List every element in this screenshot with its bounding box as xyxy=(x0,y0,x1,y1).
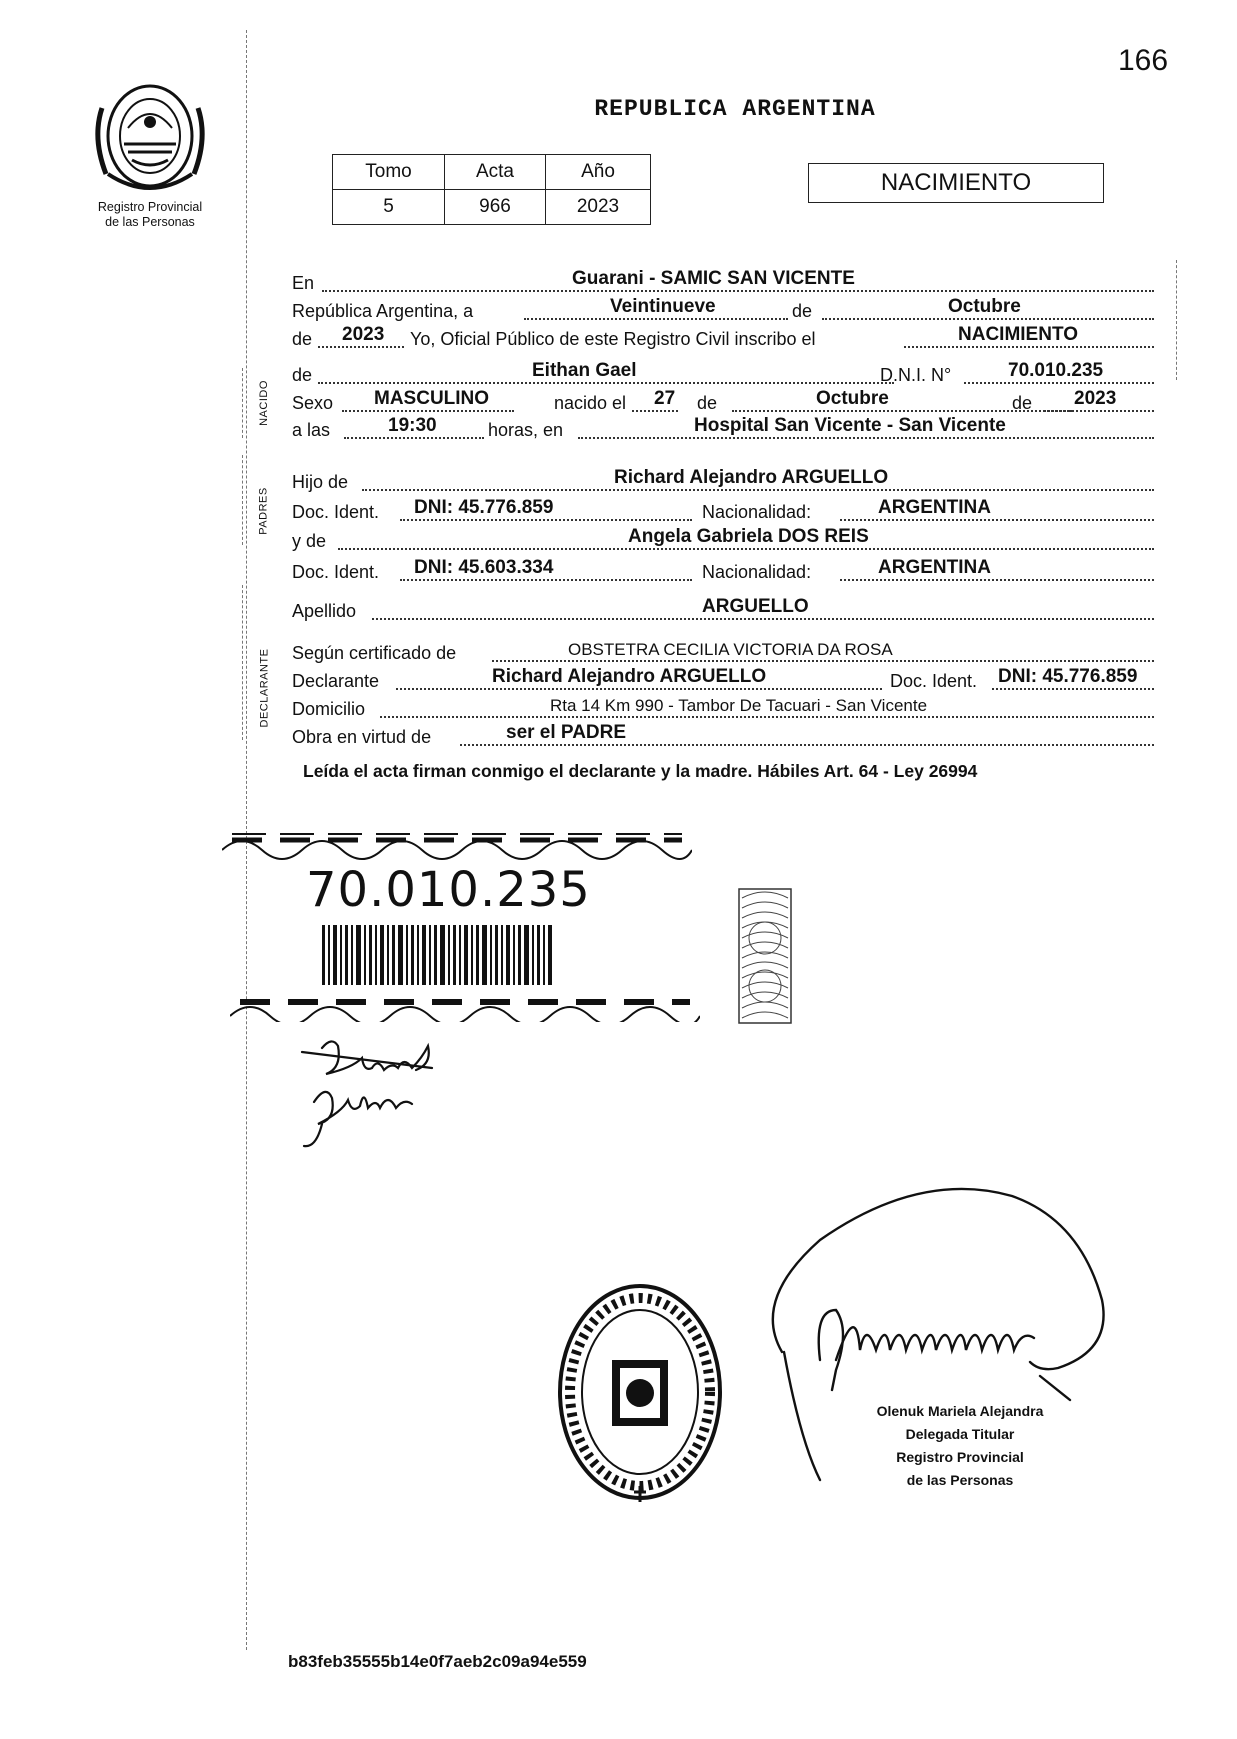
dotted-line xyxy=(362,489,1154,491)
record-number-table xyxy=(332,154,651,225)
delegate-org-line2: de las Personas xyxy=(906,1472,1014,1488)
label-yo-oficial: Yo, Oficial Público de este Registro Civil inscribo el xyxy=(410,329,816,349)
value-declarante-doc: DNI: 45.776.859 xyxy=(998,666,1138,687)
form-row-madre-doc xyxy=(292,555,1154,583)
table-value-anio: 2023 xyxy=(546,190,651,225)
value-birth-month: Octubre xyxy=(816,388,889,409)
dotted-line xyxy=(344,437,484,439)
value-birth-place: Hospital San Vicente - San Vicente xyxy=(694,415,1006,436)
dotted-line xyxy=(400,519,692,521)
dotted-line xyxy=(904,346,1154,348)
dotted-line xyxy=(338,548,1154,550)
form-row-certificado xyxy=(292,636,1154,664)
form-row-declarante xyxy=(292,664,1154,692)
form-row-inscribe xyxy=(292,322,1154,350)
label-de: de xyxy=(292,365,313,385)
dotted-line xyxy=(632,410,678,412)
label-doc-ident: Doc. Ident. xyxy=(292,562,380,582)
value-month: Octubre xyxy=(948,296,1021,317)
label-republica: República Argentina, a xyxy=(292,301,474,321)
dotted-line xyxy=(964,382,1154,384)
delegate-stamp xyxy=(840,1400,1080,1492)
document-title: REPUBLICA ARGENTINA xyxy=(594,96,876,122)
label-doc-ident: Doc. Ident. xyxy=(292,502,380,522)
value-declarante: Richard Alejandro ARGUELLO xyxy=(492,666,767,687)
dotted-line xyxy=(840,519,1154,521)
label-en: En xyxy=(292,273,315,293)
page-number: 166 xyxy=(1118,44,1169,77)
label-de: de xyxy=(697,393,718,413)
value-day: Veintinueve xyxy=(610,296,716,317)
table-value-tomo: 5 xyxy=(333,190,445,225)
value-certificado: OBSTETRA CECILIA VICTORIA DA ROSA xyxy=(568,640,893,659)
value-child-dni: 70.010.235 xyxy=(1008,360,1104,381)
delegate-title: Delegada Titular xyxy=(905,1426,1015,1442)
value-child-name: Eithan Gael xyxy=(532,360,637,381)
dotted-line xyxy=(342,410,514,412)
value-mother-doc: DNI: 45.603.334 xyxy=(414,557,554,578)
label-apellido: Apellido xyxy=(292,601,357,621)
label-horas-en: horas, en xyxy=(488,420,564,440)
logo-caption-line2: de las Personas xyxy=(105,215,195,229)
label-sexo: Sexo xyxy=(292,393,334,413)
form-row-padre xyxy=(292,465,1154,493)
value-mother-nationality: ARGENTINA xyxy=(878,557,991,578)
table-header-acta: Acta xyxy=(445,155,546,190)
label-de: de xyxy=(1012,393,1033,413)
form-row-en xyxy=(292,266,1154,294)
value-father-nationality: ARGENTINA xyxy=(878,497,991,518)
value-year: 2023 xyxy=(342,324,385,345)
form-row-obra xyxy=(292,720,1154,748)
declarante-divider xyxy=(242,585,243,740)
dotted-line xyxy=(524,318,788,320)
label-certificado: Según certificado de xyxy=(292,643,457,663)
dotted-line xyxy=(1044,410,1154,412)
dotted-line xyxy=(992,688,1154,690)
dotted-line xyxy=(318,346,404,348)
closing-statement: Leída el acta firman conmigo el declarante y la madre. Hábiles Art. 64 - Ley 26994 xyxy=(303,761,978,781)
form-row-domicilio xyxy=(292,692,1154,720)
table-header-tomo: Tomo xyxy=(333,155,445,190)
label-declarante-doc: Doc. Ident. xyxy=(890,671,978,691)
document-hash: b83feb35555b14e0f7aeb2c09a94e559 xyxy=(288,1652,587,1671)
label-nacionalidad: Nacionalidad: xyxy=(702,562,812,582)
table-value-acta: 966 xyxy=(445,190,546,225)
label-nacido-el: nacido el xyxy=(554,393,627,413)
barcode xyxy=(322,925,552,985)
value-mother-name: Angela Gabriela DOS REIS xyxy=(628,526,869,547)
security-band-bottom xyxy=(230,992,700,1022)
declarante-signature xyxy=(292,1028,452,1158)
right-margin-line xyxy=(1176,260,1177,380)
label-y-de: y de xyxy=(292,531,327,551)
side-label-padres: PADRES xyxy=(257,487,270,535)
value-place-registry: Guarani - SAMIC SAN VICENTE xyxy=(572,268,855,289)
value-father-name: Richard Alejandro ARGUELLO xyxy=(614,467,889,488)
dotted-line xyxy=(322,290,1154,292)
value-sexo: MASCULINO xyxy=(374,388,490,409)
label-a-las: a las xyxy=(292,420,331,440)
label-hijo-de: Hijo de xyxy=(292,472,349,492)
label-obra: Obra en virtud de xyxy=(292,727,432,747)
dotted-line xyxy=(492,660,1154,662)
form-row-hora xyxy=(292,413,1154,441)
nacido-divider xyxy=(242,368,243,438)
value-father-doc: DNI: 45.776.859 xyxy=(414,497,554,518)
dni-sticker-number: 70.010.235 xyxy=(306,862,591,918)
form-row-sexo xyxy=(292,386,1154,414)
value-inscribe: NACIMIENTO xyxy=(958,324,1078,345)
official-stamp xyxy=(546,1270,736,1510)
dotted-line xyxy=(840,579,1154,581)
value-apellido: ARGUELLO xyxy=(702,596,809,617)
side-label-nacido: NACIDO xyxy=(257,380,270,426)
dotted-line xyxy=(318,382,894,384)
dotted-line xyxy=(822,318,1154,320)
dotted-line xyxy=(400,579,692,581)
delegate-org-line1: Registro Provincial xyxy=(896,1449,1024,1465)
form-row-nombre xyxy=(292,358,1154,386)
table-header-anio: Año xyxy=(546,155,651,190)
delegate-name: Olenuk Mariela Alejandra xyxy=(876,1403,1044,1419)
value-birth-day: 27 xyxy=(654,388,676,409)
label-de: de xyxy=(292,329,313,349)
security-hologram xyxy=(738,888,792,1024)
value-domicilio: Rta 14 Km 990 - Tambor De Tacuari - San Vicente xyxy=(550,696,928,715)
record-type-box: NACIMIENTO xyxy=(808,163,1104,203)
value-birth-time: 19:30 xyxy=(388,415,437,436)
padres-divider xyxy=(242,455,243,545)
form-row-padre-doc xyxy=(292,495,1154,523)
form-row-fecha xyxy=(292,294,1154,322)
security-band-top xyxy=(222,828,692,862)
dotted-line xyxy=(460,744,1154,746)
label-domicilio: Domicilio xyxy=(292,699,366,719)
label-de: de xyxy=(792,301,813,321)
dotted-line xyxy=(380,716,1154,718)
form-row-apellido xyxy=(292,594,1154,622)
logo-caption xyxy=(80,200,220,230)
label-declarante: Declarante xyxy=(292,671,380,691)
form-row-madre xyxy=(292,524,1154,552)
label-dni: D.N.I. N° xyxy=(880,365,952,385)
dotted-line xyxy=(372,618,1154,620)
dotted-line xyxy=(578,437,1154,439)
value-birth-year: 2023 xyxy=(1074,388,1117,409)
side-label-declarante: DECLARANTE xyxy=(258,648,271,728)
dotted-line xyxy=(396,688,882,690)
logo-caption-line1: Registro Provincial xyxy=(97,200,203,214)
label-nacionalidad: Nacionalidad: xyxy=(702,502,812,522)
value-obra: ser el PADRE xyxy=(506,722,627,743)
